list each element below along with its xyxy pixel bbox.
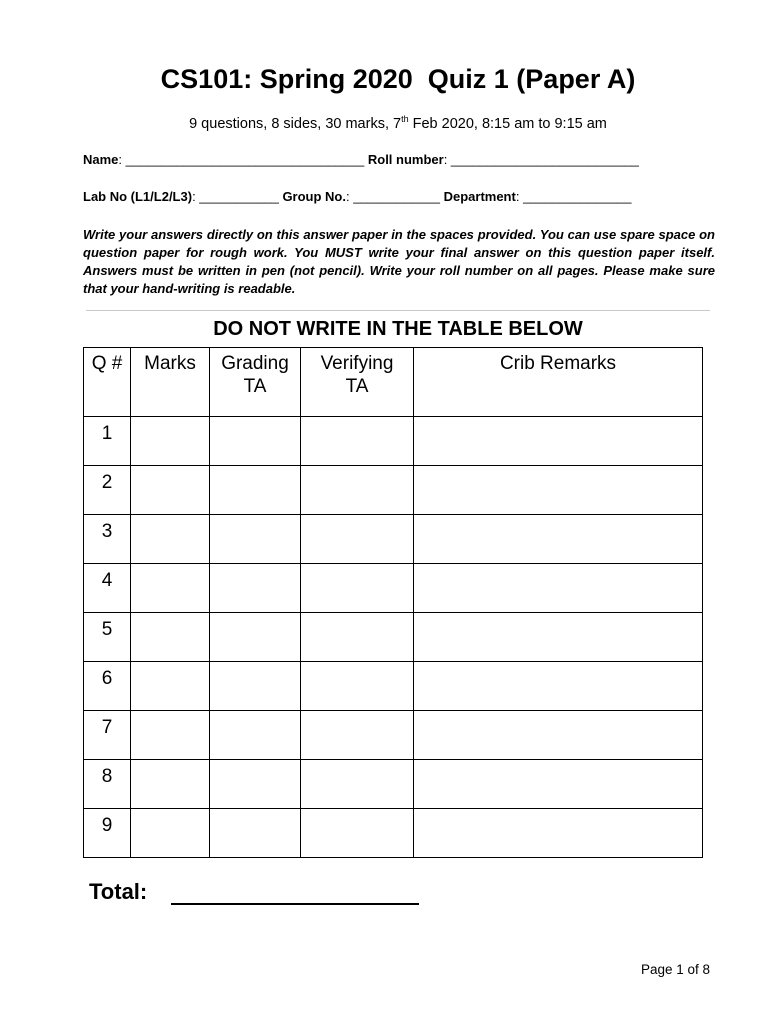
column-header-marks: Marks (131, 348, 210, 417)
grading-ta-cell[interactable] (210, 711, 301, 760)
grading-ta-cell[interactable] (210, 564, 301, 613)
crib-remarks-cell[interactable] (414, 613, 703, 662)
table-row (84, 515, 703, 564)
table-row (84, 809, 703, 858)
lab-field[interactable]: : ___________ (192, 189, 283, 204)
verifying-ta-cell[interactable] (301, 417, 414, 466)
subtitle-text-2: Feb 2020, 8:15 am to 9:15 am (408, 115, 607, 132)
grading-ta-cell[interactable] (210, 613, 301, 662)
quiz-title: CS101: Spring 2020 Quiz 1 (Paper A) (160, 64, 636, 94)
question-number-cell: 2 (84, 466, 131, 515)
column-header-verifying-ta: Verifying TA (301, 348, 414, 417)
table-heading: DO NOT WRITE IN THE TABLE BELOW (213, 318, 583, 340)
crib-remarks-cell[interactable] (414, 711, 703, 760)
marks-cell[interactable] (131, 417, 210, 466)
table-row (84, 760, 703, 809)
table-row (84, 417, 703, 466)
grading-ta-cell[interactable] (210, 760, 301, 809)
marks-cell[interactable] (131, 564, 210, 613)
group-label: Group No. (282, 189, 346, 204)
table-row (84, 466, 703, 515)
verifying-ta-cell[interactable] (301, 564, 414, 613)
verifying-ta-cell[interactable] (301, 466, 414, 515)
column-header-grading-ta: Grading TA (210, 348, 301, 417)
marks-cell[interactable] (131, 662, 210, 711)
grading-ta-cell[interactable] (210, 662, 301, 711)
crib-remarks-cell[interactable] (414, 515, 703, 564)
grading-table (83, 347, 703, 858)
column-header-question: Q # (84, 348, 131, 417)
crib-remarks-cell[interactable] (414, 662, 703, 711)
question-number-cell: 4 (84, 564, 131, 613)
marks-cell[interactable] (131, 515, 210, 564)
marks-cell[interactable] (131, 809, 210, 858)
department-label: Department (443, 189, 516, 204)
question-number-cell: 8 (84, 760, 131, 809)
total-field[interactable] (171, 903, 419, 905)
instructions-paragraph: Write your answers directly on this answer paper in the spaces provided. You can use spare space on question paper for rough work. You MUST write your final answer on this question paper itself. Answers must be written in pen (not pencil). Write your roll number on all pages. Please make sure that your hand-writing is readable. (83, 227, 715, 296)
question-number-cell: 9 (84, 809, 131, 858)
verifying-ta-cell[interactable] (301, 760, 414, 809)
verifying-ta-cell[interactable] (301, 662, 414, 711)
crib-remarks-cell[interactable] (414, 417, 703, 466)
crib-remarks-cell[interactable] (414, 809, 703, 858)
quiz-subtitle (0, 114, 768, 132)
crib-remarks-cell[interactable] (414, 564, 703, 613)
column-header-crib-remarks: Crib Remarks (414, 348, 703, 417)
question-number-cell: 5 (84, 613, 131, 662)
table-body (84, 417, 703, 858)
grading-ta-cell[interactable] (210, 809, 301, 858)
crib-remarks-cell[interactable] (414, 760, 703, 809)
table-row (84, 711, 703, 760)
divider-line (86, 310, 710, 311)
roll-number-label: Roll number (367, 152, 444, 167)
subtitle-text-1: 9 questions, 8 sides, 30 marks, 7 (189, 115, 402, 132)
grading-ta-cell[interactable] (210, 417, 301, 466)
grading-ta-cell[interactable] (210, 466, 301, 515)
department-field[interactable]: : _______________ (515, 189, 632, 204)
marks-cell[interactable] (131, 613, 210, 662)
group-field[interactable]: : ____________ (345, 189, 444, 204)
marks-cell[interactable] (131, 760, 210, 809)
lab-group-dept-row (83, 189, 632, 204)
name-field[interactable]: : _________________________________ (118, 152, 368, 167)
name-roll-row (83, 152, 639, 167)
name-label: Name (83, 152, 119, 167)
subtitle-superscript: th (401, 114, 409, 124)
grading-ta-cell[interactable] (210, 515, 301, 564)
table-row (84, 564, 703, 613)
marks-cell[interactable] (131, 711, 210, 760)
total-label: Total: (89, 879, 148, 904)
table-row (84, 662, 703, 711)
question-number-cell: 6 (84, 662, 131, 711)
roll-number-field[interactable]: : __________________________ (443, 152, 639, 167)
table-row (84, 613, 703, 662)
verifying-ta-cell[interactable] (301, 711, 414, 760)
question-number-cell: 7 (84, 711, 131, 760)
lab-label: Lab No (L1/L2/L3) (83, 189, 193, 204)
page-number: Page 1 of 8 (641, 962, 711, 977)
verifying-ta-cell[interactable] (301, 613, 414, 662)
table-header-row (84, 348, 703, 417)
verifying-ta-cell[interactable] (301, 809, 414, 858)
question-number-cell: 3 (84, 515, 131, 564)
question-number-cell: 1 (84, 417, 131, 466)
marks-cell[interactable] (131, 466, 210, 515)
verifying-ta-cell[interactable] (301, 515, 414, 564)
crib-remarks-cell[interactable] (414, 466, 703, 515)
